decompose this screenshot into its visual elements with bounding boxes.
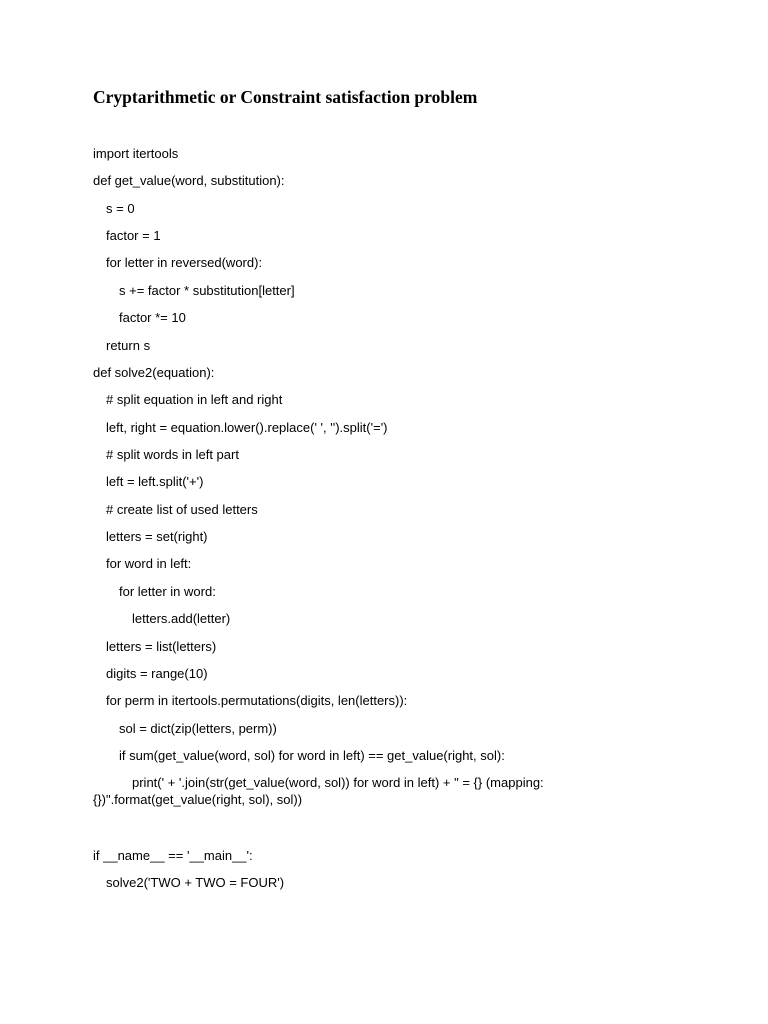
code-line: # create list of used letters xyxy=(106,502,258,517)
code-line: # split words in left part xyxy=(106,447,239,462)
code-line: def get_value(word, substitution): xyxy=(93,173,285,188)
code-line: solve2('TWO + TWO = FOUR') xyxy=(106,875,285,890)
code-line: import itertools xyxy=(93,146,179,161)
code-line: print(' + '.join(str(get_value(word, sol)) for word in left) + " = {} (mapping: {})".format(get_value(right, sol), sol)) xyxy=(93,775,544,807)
code-line: for letter in word: xyxy=(119,584,216,599)
code-line: def solve2(equation): xyxy=(93,365,215,380)
code-line: if __name__ == '__main__': xyxy=(93,848,253,863)
code-line: s += factor * substitution[letter] xyxy=(119,283,295,298)
code-line: for word in left: xyxy=(106,556,192,571)
code-line: left, right = equation.lower().replace(' ', '').split('=') xyxy=(106,420,388,435)
code-line: return s xyxy=(106,338,151,353)
code-line: factor = 1 xyxy=(106,228,161,243)
code-line: letters = list(letters) xyxy=(106,639,217,654)
code-line: s = 0 xyxy=(106,201,135,216)
code-line: factor *= 10 xyxy=(119,310,186,325)
code-line: digits = range(10) xyxy=(106,666,208,681)
code-line: left = left.split('+') xyxy=(106,474,204,489)
code-line: # split equation in left and right xyxy=(106,392,283,407)
document-title: Cryptarithmetic or Constraint satisfaction problem xyxy=(93,87,478,107)
code-line: letters = set(right) xyxy=(106,529,208,544)
code-line: for letter in reversed(word): xyxy=(106,255,263,270)
code-line: for perm in itertools.permutations(digits, len(letters)): xyxy=(106,693,408,708)
code-line: letters.add(letter) xyxy=(132,611,231,626)
code-line: sol = dict(zip(letters, perm)) xyxy=(119,721,277,736)
code-line: if sum(get_value(word, sol) for word in left) == get_value(right, sol): xyxy=(119,748,505,763)
